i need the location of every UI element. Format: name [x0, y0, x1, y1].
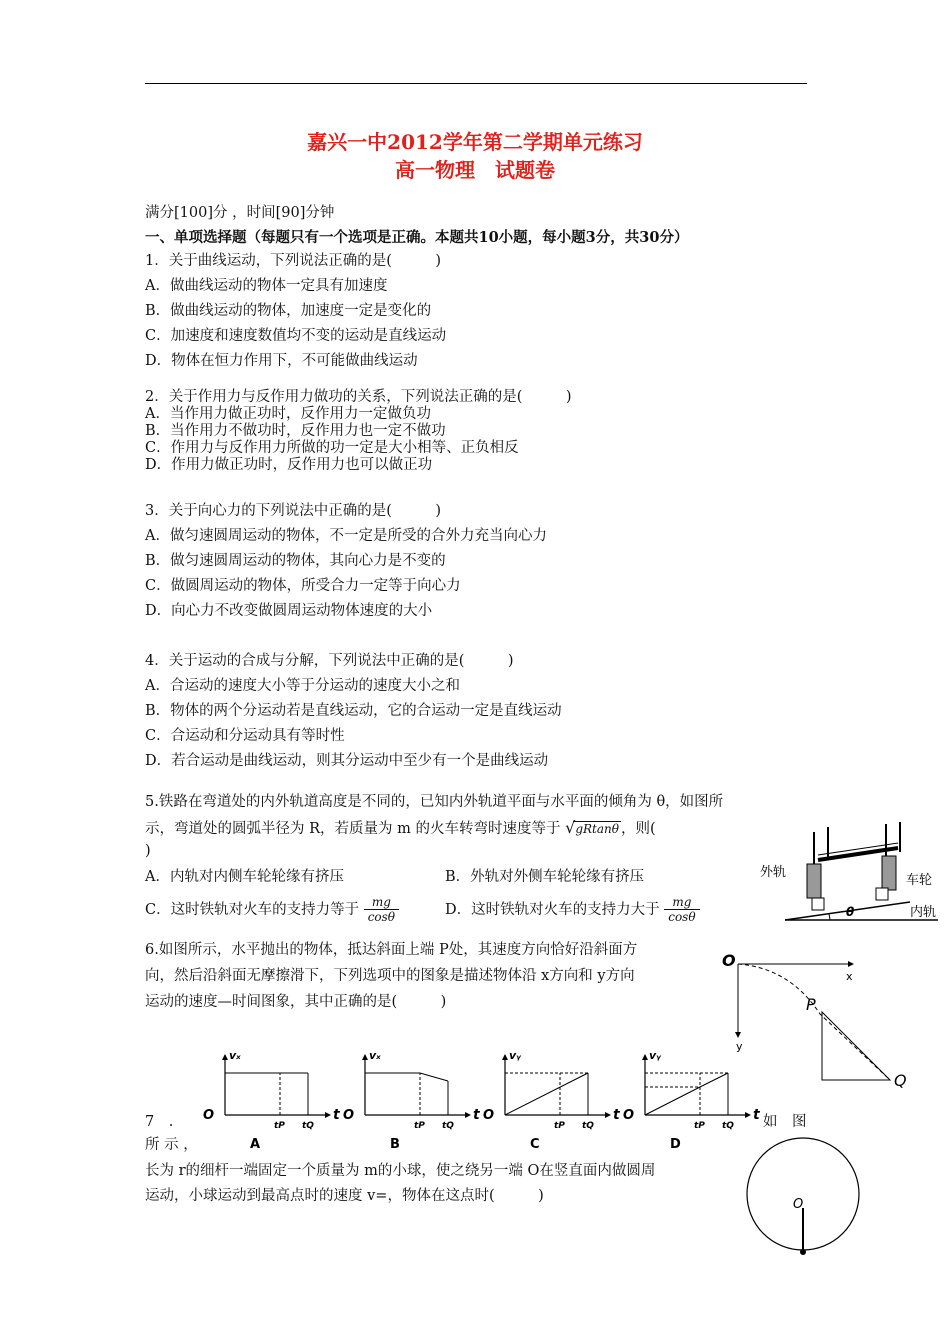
left-wheel-body — [807, 864, 821, 898]
q4-option-a: A．合运动的速度大小等于分运动的速度大小之和 — [145, 678, 460, 694]
q3-option-d: D．向心力不改变做圆周运动物体速度的大小 — [145, 603, 433, 619]
q7-line2: 所 示 ， — [145, 1137, 198, 1153]
right-wheel — [876, 822, 900, 900]
graph-A-t-arrow — [325, 1112, 331, 1118]
fraction-denominator: cosθ — [367, 910, 396, 925]
q-label: Q — [894, 1071, 907, 1090]
q2-stem: 2．关于作用力与反作用力做功的关系，下列说法正确的是( ) — [145, 389, 572, 405]
q1-option-b: B．做曲线运动的物体，加速度一定是变化的 — [145, 303, 432, 319]
page-title: 嘉兴一中2012学年第二学期单元练习 — [307, 130, 643, 154]
wheel-label: 车轮 — [906, 873, 933, 888]
q4-option-c: C．合运动和分运动具有等时性 — [145, 728, 345, 744]
q4-stem: 4．关于运动的合成与分解，下列说法中正确的是( ) — [145, 653, 514, 669]
fraction-numerator: mg — [664, 895, 699, 910]
outer-rail-label: 外轨 — [760, 865, 787, 880]
graph-C-origin: O — [483, 1108, 495, 1123]
graph-C-tp-label: tP — [554, 1121, 565, 1131]
header-rule — [145, 83, 807, 84]
graph-B-tq-label: tQ — [442, 1121, 454, 1131]
q5-line3: ) — [145, 843, 151, 859]
q7-right-text: 如 图 — [763, 1114, 807, 1130]
center-label: O — [793, 1197, 804, 1212]
graph-A-tp-label: tP — [274, 1121, 285, 1131]
q3-option-b: B．做匀速圆周运动的物体，其向心力是不变的 — [145, 553, 446, 569]
graph-C-caption: C — [530, 1137, 540, 1152]
graph-D-caption: D — [670, 1137, 681, 1152]
inner-rail-label: 内轨 — [910, 905, 937, 920]
section-heading: 一、单项选择题（每题只有一个选项是正确。本题共10小题，每小题3分，共30分） — [145, 229, 689, 246]
q6-line1: 6.如图所示，水平抛出的物体，抵达斜面上端 P处，其速度方向恰好沿斜面方 — [145, 942, 638, 958]
graph-A-v-label: vₓ — [229, 1049, 241, 1062]
exam-info: 满分[100]分 ，时间[90]分钟 — [145, 205, 335, 221]
q4-option-b: B．物体的两个分运动若是直线运动，它的合运动一定是直线运动 — [145, 703, 562, 719]
circle-figure — [750, 1126, 860, 1266]
graph-B-tp-label: tP — [414, 1121, 425, 1131]
q5-line2-text: 示，弯道处的圆弧半径为 R，若质量为 m 的火车转弯时速度等于 — [145, 821, 561, 837]
graph-A-tq-label: tQ — [302, 1121, 314, 1131]
graph-B-line — [365, 1073, 448, 1081]
graph-D-v-label: vᵧ — [649, 1049, 661, 1062]
q5-sqrt: gRtanθ — [575, 822, 619, 836]
q5-option-a: A．内轨对内侧车轮轮缘有挤压 — [145, 869, 344, 885]
graph-B-v-label: vₓ — [369, 1049, 381, 1062]
graph-B-origin: O — [343, 1108, 355, 1123]
graph-B-caption: B — [390, 1137, 400, 1152]
vt-graphs — [195, 1045, 760, 1160]
q5-line2 — [145, 818, 656, 838]
q5-line1: 5.铁路在弯道处的内外轨道高度是不同的，已知内外轨道平面与水平面的倾角为 θ，如图所 — [145, 794, 724, 810]
trajectory — [738, 964, 890, 1080]
incline-triangle — [822, 1012, 890, 1080]
q1-option-d: D．物体在恒力作用下，不可能做曲线运动 — [145, 353, 418, 369]
q5-option-d — [445, 895, 700, 925]
q5-line2-end: ，则( — [620, 821, 656, 837]
fraction-denominator: cosθ — [668, 910, 696, 925]
vt-graphs-svg — [195, 1045, 760, 1160]
q3-option-c: C．做圆周运动的物体，所受合力一定等于向心力 — [145, 578, 461, 594]
q5-option-b: B．外轨对外侧车轮轮缘有挤压 — [445, 869, 645, 885]
origin-label: O — [722, 951, 736, 970]
q3-stem: 3．关于向心力的下列说法中正确的是( ) — [145, 503, 442, 519]
graph-A-t-label: t — [333, 1107, 340, 1123]
q1-option-a: A．做曲线运动的物体一定具有加速度 — [145, 278, 388, 294]
graph-C-tq-label: tQ — [582, 1121, 594, 1131]
sqrt-symbol: √ — [565, 818, 576, 837]
q2-option-b: B．当作用力不做功时，反作用力也一定不做功 — [145, 423, 446, 439]
q5-option-c-fraction — [364, 895, 399, 925]
page-subtitle: 高一物理 试题卷 — [395, 158, 555, 182]
graph-D-origin: O — [623, 1108, 635, 1123]
q5-option-c-text: C．这时铁轨对火车的支持力等于 — [145, 901, 360, 918]
q2-option-a: A．当作用力做正功时，反作用力一定做负功 — [145, 406, 431, 422]
graph-C-t-label: t — [613, 1107, 620, 1123]
q3-option-a: A．做匀速圆周运动的物体，不一定是所受的合外力充当向心力 — [145, 528, 547, 544]
q2-option-d: D．作用力做正功时，反作用力也可以做正功 — [145, 457, 433, 473]
q4-option-d: D．若合运动是曲线运动，则其分运动中至少有一个是曲线运动 — [145, 753, 549, 769]
right-wheel-body — [882, 856, 896, 890]
graph-C-v-arrow — [502, 1054, 508, 1060]
graph-D-line — [645, 1073, 728, 1115]
graph-A-caption: A — [250, 1137, 261, 1152]
graph-C-line — [505, 1073, 588, 1115]
graph-A-v-arrow — [222, 1054, 228, 1060]
x-label: x — [846, 970, 853, 983]
q7-line3: 长为 r的细杆一端固定一个质量为 m的小球，使之绕另一端 O在竖直面内做圆周 — [145, 1163, 656, 1179]
q1-stem: 1．关于曲线运动，下列说法正确的是( ) — [145, 253, 442, 269]
graph-C-v-label: vᵧ — [509, 1049, 521, 1062]
p-label: P — [806, 995, 816, 1014]
graph-D-tq-label: tQ — [722, 1121, 734, 1131]
ball — [800, 1249, 806, 1255]
graph-D-t-label: t — [753, 1107, 760, 1123]
y-label: y — [736, 1040, 743, 1053]
right-rail — [876, 888, 888, 900]
graph-C-t-arrow — [605, 1112, 611, 1118]
railway-track-figure — [760, 822, 945, 932]
graph-A-origin: O — [203, 1108, 215, 1123]
graph-B-t-arrow — [465, 1112, 471, 1118]
graph-B-v-arrow — [362, 1054, 368, 1060]
theta-label: θ — [846, 905, 855, 919]
q1-option-c: C．加速度和速度数值均不变的运动是直线运动 — [145, 328, 447, 344]
q6-line2: 向，然后沿斜面无摩擦滑下，下列选项中的图象是描述物体沿 x方向和 y方向 — [145, 968, 635, 984]
q7-number: 7 . — [145, 1114, 174, 1130]
y-arrow — [735, 1032, 741, 1038]
q5-option-c — [145, 895, 399, 925]
q5-option-d-text: D．这时铁轨对火车的支持力大于 — [445, 901, 660, 918]
left-wheel — [807, 827, 828, 910]
x-arrow — [848, 961, 854, 967]
left-rail — [812, 898, 824, 910]
angle-arc — [829, 914, 830, 920]
graph-D-t-arrow — [745, 1112, 751, 1118]
q7-line4: 运动，小球运动到最高点时的速度 v=，物体在这点时( ) — [145, 1188, 544, 1204]
fraction-numerator: mg — [364, 895, 399, 910]
q2-option-c: C．作用力与反作用力所做的功一定是大小相等、正负相反 — [145, 440, 519, 456]
graph-D-tp-label: tP — [694, 1121, 705, 1131]
q6-line3: 运动的速度—时间图象，其中正确的是( ) — [145, 994, 447, 1010]
graph-B-t-label: t — [473, 1107, 480, 1123]
q5-option-d-fraction — [664, 895, 699, 925]
graph-D-v-arrow — [642, 1054, 648, 1060]
